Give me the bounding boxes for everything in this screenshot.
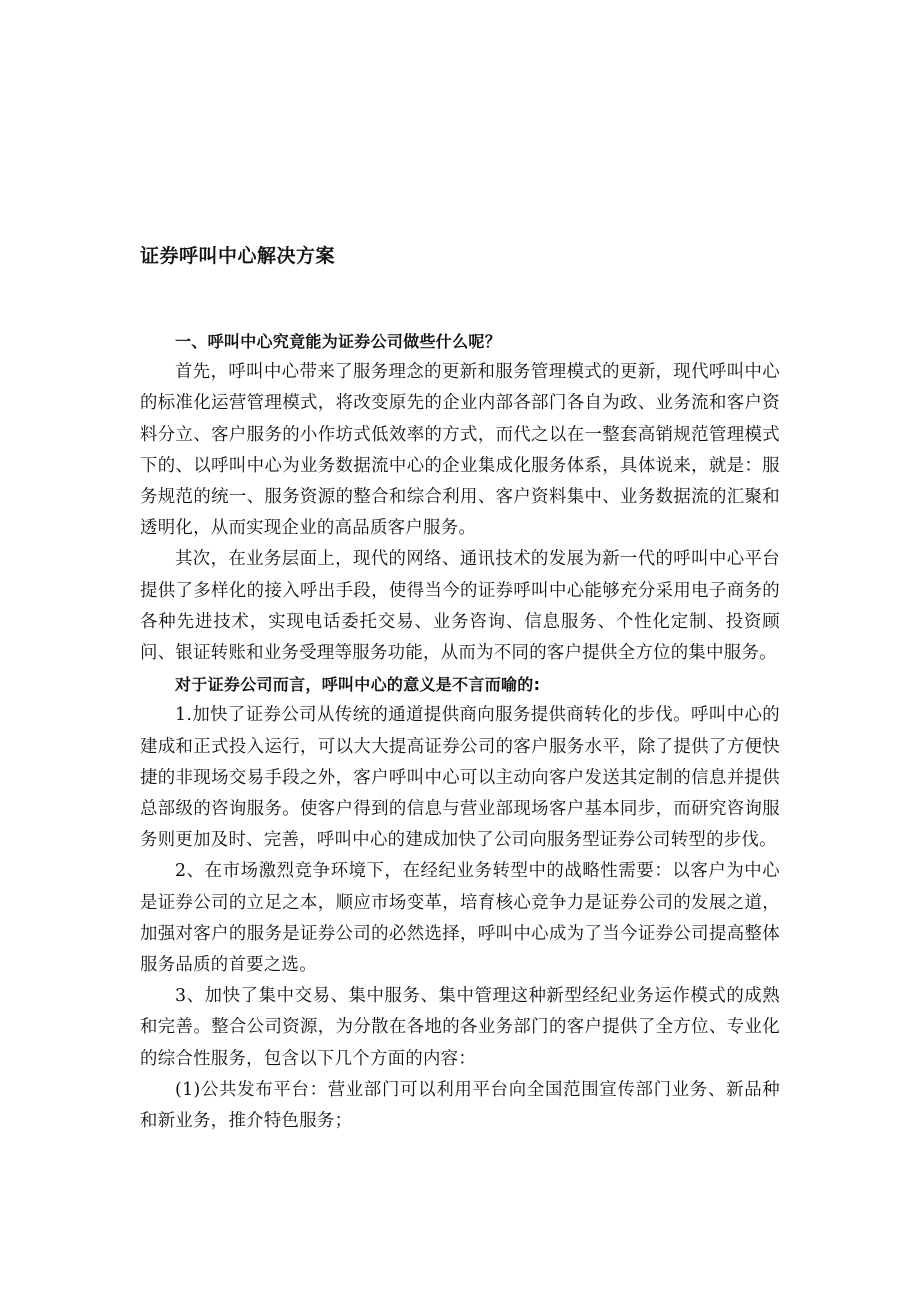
document-title: 证券呼叫中心解决方案 (140, 245, 336, 267)
point-2: 2、在市场激烈竞争环境下，在经纪业务转型中的战略性需要：以客户为中心是证券公司的立足之本，顺应市场变革，培育核心竞争力是证券公司的发展之道，加强对客户的服务是证券公司的必然选择，呼叫中心成为了当今证券公司提高整体服务品质的首要之选。 (140, 861, 780, 976)
document-body (140, 326, 780, 1137)
significance-heading: 对于证券公司而言，呼叫中心的意义是不言而喻的: (175, 675, 541, 695)
point-1: 1.加快了证券公司从传统的通道提供商向服务提供商转化的步伐。呼叫中心的建成和正式投入运行，可以大大提高证券公司的客户服务水平，除了提供了方便快捷的非现场交易手段之外，客户呼叫中心可以主动向客户发送其定制的信息并提供总部级的咨询服务。使客户得到的信息与营业部现场客户基本同步，而研究咨询服务则更加及时、完善，呼叫中心的建成加快了公司向服务型证券公司转型的步伐。 (140, 705, 780, 851)
point-3-sub-1: (1)公共发布平台：营业部门可以利用平台向全国范围宣传部门业务、新品种和新业务，推介特色服务； (140, 1079, 780, 1132)
point-3: 3、加快了集中交易、集中服务、集中管理这种新型经纪业务运作模式的成熟和完善。整合公司资源，为分散在各地的各业务部门的客户提供了全方位、专业化的综合性服务，包含以下几个方面的内容： (140, 986, 780, 1069)
paragraph-first: 首先，呼叫中心带来了服务理念的更新和服务管理模式的更新，现代呼叫中心的标准化运营管理模式，将改变原先的企业内部各部门各自为政、业务流和客户资料分立、客户服务的小作坊式低效率的方式，而代之以在一整套高销规范管理模式下的、以呼叫中心为业务数据流中心的企业集成化服务体系，具体说来，就是：服务规范的统一、服务资源的整合和综合利用、客户资料集中、业务数据流的汇聚和透明化，从而实现企业的高品质客户服务。 (140, 362, 780, 539)
paragraph-second: 其次，在业务层面上，现代的网络、通讯技术的发展为新一代的呼叫中心平台提供了多样化的接入呼出手段，使得当今的证券呼叫中心能够充分采用电子商务的各种先进技术，实现电话委托交易、业务咨询、信息服务、个性化定制、投资顾问、银证转账和业务受理等服务功能，从而为不同的客户提供全方位的集中服务。 (140, 549, 780, 664)
section-heading: 一、呼叫中心究竟能为证券公司做些什么呢？ (175, 332, 502, 351)
